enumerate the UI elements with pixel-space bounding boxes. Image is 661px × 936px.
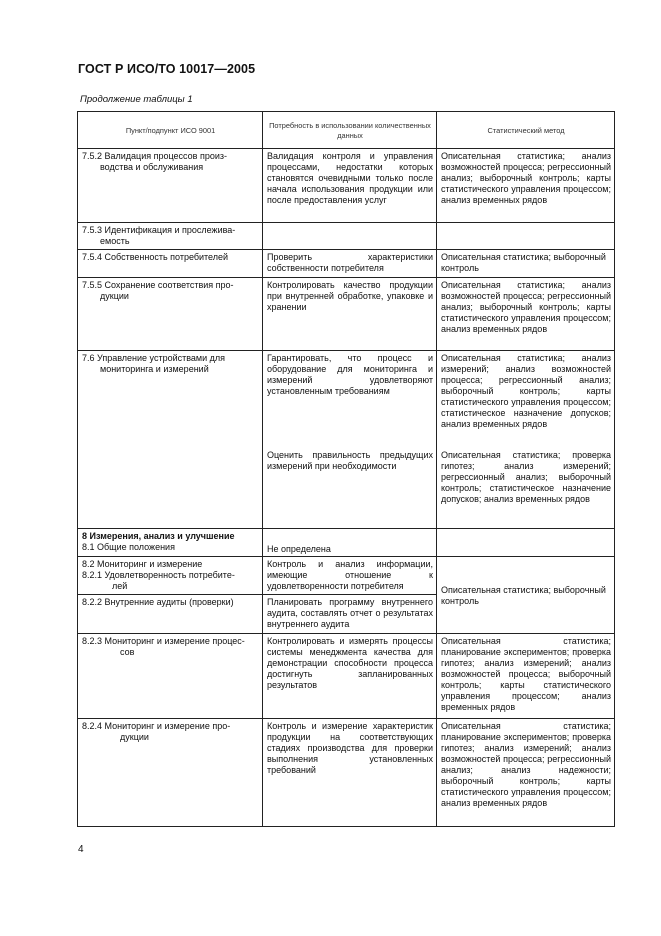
table-header-row	[78, 112, 615, 149]
need-cell: Контроль и анализ информации, имеющие отношение к удовлетворенности потребителя	[263, 557, 437, 595]
method-cell: Описательная статистика; планирование экспериментов; проверка гипотез; анализ измерений; анализ возможностей процесса; регрессионный анализ; анализ надежности; выборочный контроль; карты статистического управления процессом; анализ временных рядов	[437, 719, 615, 827]
table-row	[78, 634, 615, 719]
method-text: Описательная статистика; проверка гипотез; анализ измерений; регрессионный анализ; выборочный контроль; статистическое назначение допусков; анализ временных рядов	[441, 450, 611, 504]
need-cell: Контролировать качество продукции при внутренней обработке, упаковке и хранении	[263, 278, 437, 351]
method-cell	[437, 529, 615, 557]
need-cell: Не определена	[263, 529, 437, 557]
clause-text: лей	[112, 581, 128, 591]
need-cell: Проверить характеристики собственности потребителя	[263, 250, 437, 278]
clause-cell: 8.2.2 Внутренние аудиты (проверки)	[78, 595, 263, 634]
clause-text: емость	[100, 236, 130, 246]
table-row	[78, 557, 615, 595]
header-need: Потребность в использовании количественных данных	[263, 112, 437, 149]
need-cell: Контроль и измерение характеристик продукции на соответствующих стадиях производства для проверки выполнения установленных требований	[263, 719, 437, 827]
table-row	[78, 223, 615, 250]
clause-cell	[78, 223, 263, 250]
methods-table	[77, 111, 615, 827]
need-cell: Валидация контроля и управления процессами, недостатки которых становятся очевидными только после начала использования продукции или после предоставления услуг	[263, 149, 437, 223]
clause-cell: 7.5.4 Собственность потребителей	[78, 250, 263, 278]
method-cell: Описательная статистика; анализ возможностей процесса; регрессионный анализ; выборочный контроль; карты статистического управления процессом; анализ временных рядов	[437, 278, 615, 351]
need-cell	[263, 351, 437, 529]
clause-text: 7.5.5 Сохранение соответствия про-	[82, 280, 234, 290]
clause-text: 8.2.3 Мониторинг и измерение процес-	[82, 636, 245, 646]
clause-cell	[78, 634, 263, 719]
clause-text: сов	[120, 647, 135, 657]
clause-text: водства и обслуживания	[100, 162, 204, 172]
method-cell: Описательная статистика; планирование экспериментов; проверка гипотез; анализ измерений; анализ возможностей процесса; выборочный контроль; карты статистического управления процессом; анализ временных рядов	[437, 634, 615, 719]
clause-cell	[78, 719, 263, 827]
clause-cell	[78, 351, 263, 529]
section-heading: 8 Измерения, анализ и улучшение	[82, 531, 235, 541]
document-title: ГОСТ Р ИСО/ТО 10017—2005	[78, 62, 256, 76]
clause-text: дукции	[120, 732, 149, 742]
clause-cell	[78, 529, 263, 557]
clause-text: 8.1 Общие положения	[82, 542, 175, 552]
table-row	[78, 250, 615, 278]
table-row	[78, 149, 615, 223]
clause-text: 8.2.1 Удовлетворенность потребите-	[82, 570, 235, 580]
method-cell: Описательная статистика; анализ возможностей процесса; регрессионный анализ; выборочный контроль; карты статистического управления процессом; анализ временных рядов	[437, 149, 615, 223]
header-clause: Пункт/подпункт ИСО 9001	[78, 112, 263, 149]
need-text: Оценить правильность предыдущих измерений при необходимости	[267, 450, 433, 471]
table-row	[78, 351, 615, 529]
clause-cell	[78, 557, 263, 595]
table-row	[78, 719, 615, 827]
clause-text: 8.2.4 Мониторинг и измерение про-	[82, 721, 231, 731]
header-method: Статистический метод	[437, 112, 615, 149]
method-cell	[437, 351, 615, 529]
method-cell: Описательная статистика; выборочный контроль	[437, 250, 615, 278]
clause-cell	[78, 149, 263, 223]
clause-text: 7.5.3 Идентификация и прослежива-	[82, 225, 236, 235]
clause-text: мониторинга и измерений	[100, 364, 209, 374]
need-cell: Контролировать и измерять процессы системы менеджмента качества для демонстрации способности процесса достигнуть запланированных результатов	[263, 634, 437, 719]
table-row	[78, 529, 615, 557]
clause-cell	[78, 278, 263, 351]
need-cell	[263, 223, 437, 250]
method-text: Описательная статистика; анализ измерений; анализ возможностей процесса; регрессионный анализ; выборочный контроль; карты статистического управления процессом; статистическое назначение допусков; анализ временных рядов	[441, 353, 611, 429]
table-row	[78, 278, 615, 351]
need-text: Гарантировать, что процесс и оборудование для мониторинга и измерений удовлетворяют установленным требованиям	[267, 353, 433, 396]
need-cell: Планировать программу внутреннего аудита, составлять отчет о результатах внутреннего аудита	[263, 595, 437, 634]
method-cell	[437, 223, 615, 250]
clause-text: 7.5.2 Валидация процессов произ-	[82, 151, 227, 161]
clause-text: дукции	[100, 291, 129, 301]
clause-text: 7.6 Управление устройствами для	[82, 353, 226, 363]
method-cell: Описательная статистика; выборочный контроль	[437, 557, 615, 634]
table-caption: Продолжение таблицы 1	[80, 94, 193, 105]
clause-text: 8.2 Мониторинг и измерение	[82, 559, 203, 569]
page-number: 4	[78, 844, 84, 855]
